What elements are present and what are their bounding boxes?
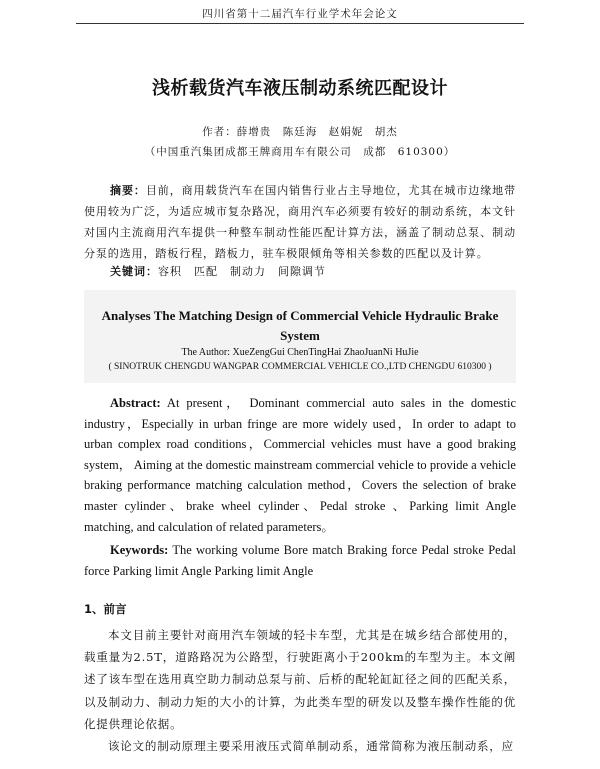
section-heading: 1、前言 — [84, 602, 127, 616]
keywords-en-label: Keywords: — [110, 543, 169, 557]
abstract-en — [84, 393, 516, 537]
keywords-cn-label: 关键词： — [110, 265, 158, 278]
keywords-cn — [110, 263, 326, 279]
keywords-en-text: The working volume Bore match Braking force Pedal stroke Pedal force Parking limit Angle Parking limit Angle — [84, 543, 516, 578]
running-header: 四川省第十二届汽车行业学术年会论文 — [202, 8, 398, 20]
keywords-cn-text: 容积 匹配 制动力 间隙调节 — [158, 265, 326, 278]
english-authors: The Author: XueZengGui ChenTingHai ZhaoJuanNi HuJie — [181, 347, 419, 358]
abstract-cn — [84, 180, 516, 264]
body-text — [84, 624, 516, 757]
english-affiliation: ( SINOTRUK CHENGDU WANGPAR COMMERCIAL VEHICLE CO.,LTD CHENGDU 610300 ) — [108, 362, 492, 372]
english-title: Analyses The Matching Design of Commercial Vehicle Hydraulic Brake System — [101, 308, 499, 343]
paragraph-2: 该论文的制动原理主要采用液压式简单制动系，通常简称为液压制动系，应 — [108, 739, 514, 754]
abstract-cn-text: 目前，商用载货汽车在国内销售行业占主导地位，尤其在城市边缘地带使用较为广泛，为适应城市复杂路况，商用汽车必须要有较好的制动系统，本文针对国内主流商用汽车提供一种整车制动性能匹配计算方法，涵盖了制动总泵、制动分泵的选用，踏板行程，踏板力，驻车极限倾角等相关参数的匹配以及计算。 — [84, 184, 516, 260]
paragraph-1: 本文目前主要针对商用汽车领域的轻卡车型，尤其是在城乡结合部使用的，载重量为2.5T，道路路况为公路型，行驶距离小于200km的车型为主。本文阐述了该车型在选用真空助力制动总泵与前、后桥的配轮缸缸径之间的匹配关系，以及制动力、制动力矩的大小的计算，为此类车型的研发以及整车操作性能的优化提供理论依据。 — [84, 628, 516, 731]
abstract-en-label: Abstract: — [110, 396, 161, 410]
header-rule — [76, 23, 524, 24]
keywords-en — [84, 540, 516, 581]
affiliation: （中国重汽集团成都王牌商用车有限公司 成都 610300） — [144, 146, 456, 158]
paper-title: 浅析载货汽车液压制动系统匹配设计 — [152, 78, 448, 99]
author-list: 作者：薛增贵 陈廷海 赵娟妮 胡杰 — [202, 126, 398, 138]
abstract-en-text: At present， Dominant commercial auto sales in the domestic industry，Especially in urban fringe are more widely used，In order to adapt to urban complex road conditions，Commercial vehicles must have a good braking system， Aiming at the domestic mainstream commercial vehicle to provide a vehicle braking performance matching calculation method，Covers the selection of brake master cylinder、brake wheel cylinder、Pedal stroke 、Parking limit Angle matching, and calculation of related parameters。 — [84, 396, 516, 534]
abstract-cn-label: 摘要： — [110, 184, 146, 197]
